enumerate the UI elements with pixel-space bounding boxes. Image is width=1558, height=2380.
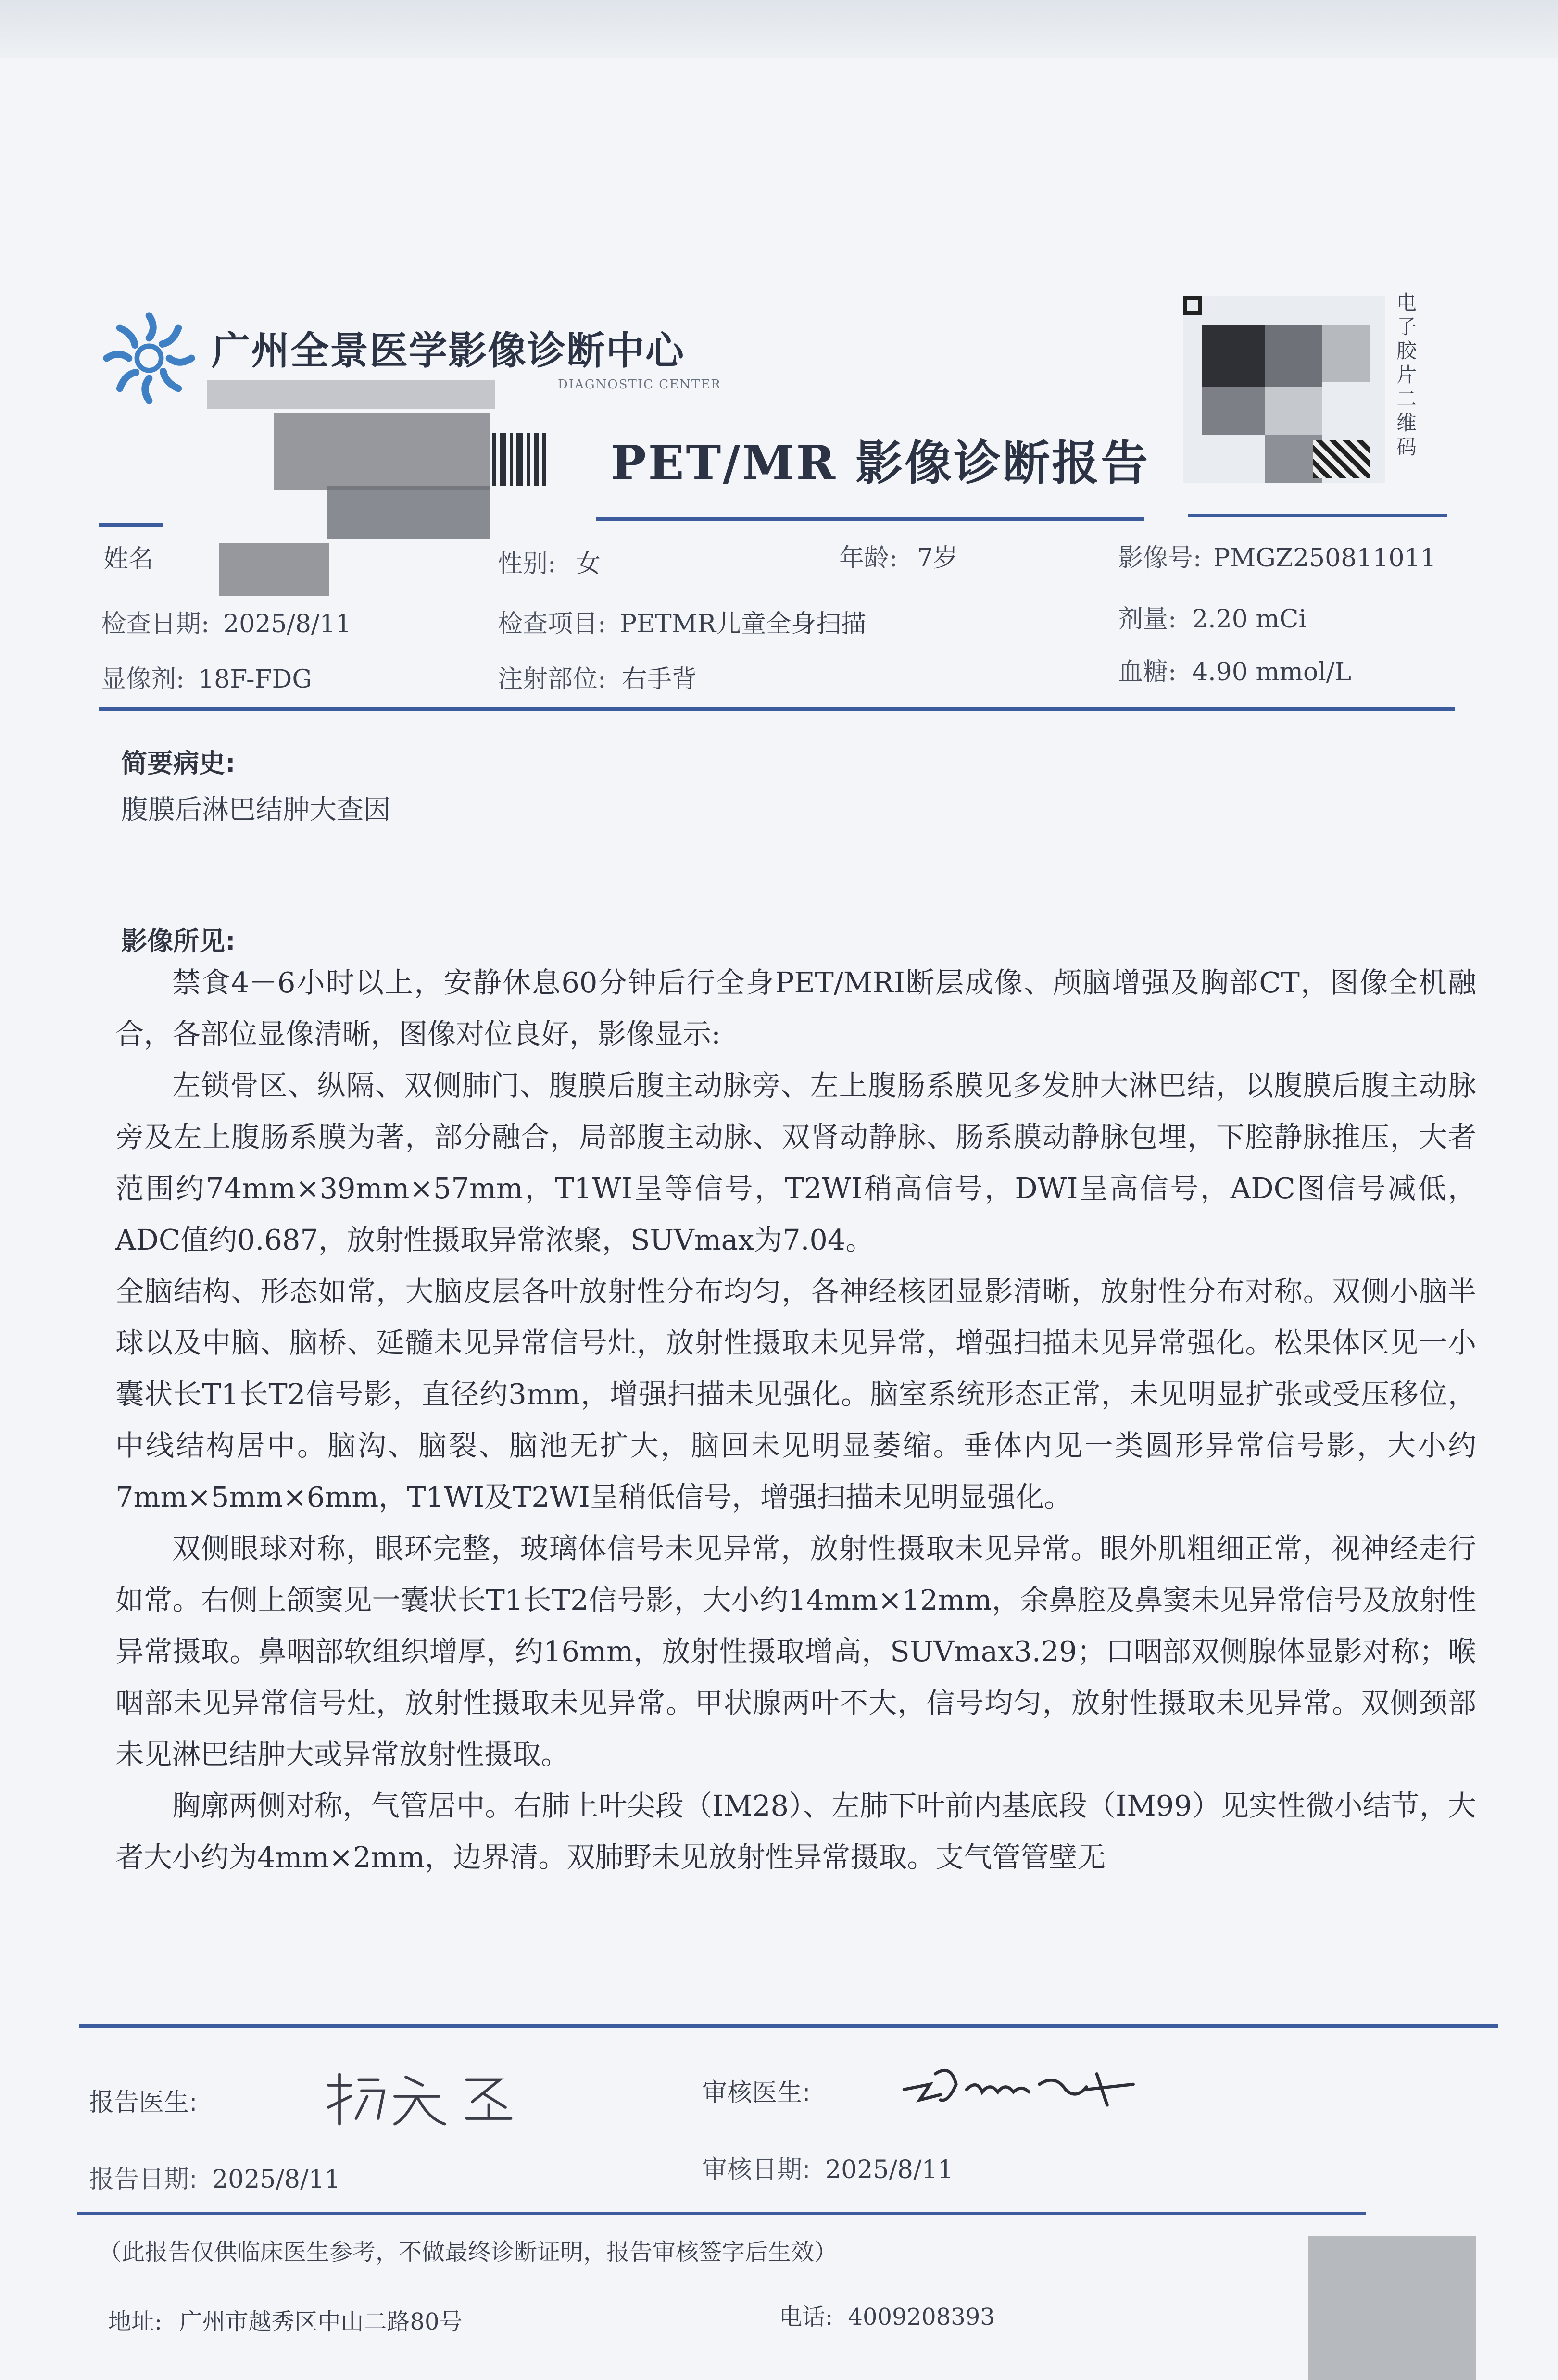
age-value: 7岁 [917,544,958,573]
review-doctor-label: 审核医生: [702,2079,811,2107]
injection-site-value: 右手背 [622,665,697,694]
findings-paragraph: 双侧眼球对称，眼环完整，玻璃体信号未见异常，放射性摄取未见异常。眼外肌粗细正常，视神经走行如常。右侧上颌窦见一囊状长T1长T2信号影，大小约14mm×12mm，余鼻腔及鼻窦未见异常信号及放射性异常摄取。鼻咽部软组织增厚，约16mm，放射性摄取增高，SUVmax3.29；口咽部双侧腺体显影对称；喉咽部未见异常信号灶，放射性摄取未见异常。甲状腺两叶不大，信号均匀，放射性摄取未见异常。双侧颈部未见淋巴结肿大或异常放射性摄取。 [115,1532,1476,1771]
patient-info-bottom-rule [99,707,1455,711]
review-date-value: 2025/8/11 [825,2155,954,2184]
patient-name-label: 姓名 [103,545,154,574]
paper-edge [0,0,1558,58]
report-doctor-signature [317,2063,539,2130]
redacted-qr-footer [1308,2236,1476,2380]
report-date-value: 2025/8/11 [212,2165,340,2194]
address-label: 地址: [108,2308,163,2335]
phone [779,2298,995,2331]
review-date-label: 审核日期: [702,2155,811,2184]
patient-age [839,538,958,574]
findings-paragraph: 禁食4－6小时以上，安静休息60分钟后行全身PET/MRI断层成像、颅脑增强及胸部CT，图像全机融合，各部位显像清晰，图像对位良好，影像显示: [115,966,1476,1051]
redacted-region [274,413,490,490]
center-logo-icon [99,308,200,409]
image-number-value: PMGZ250811011 [1213,544,1436,573]
address-value: 广州市越秀区中山二路80号 [179,2308,463,2335]
exam-date [101,603,352,639]
review-date [702,2149,954,2185]
footer-rule [77,2212,1366,2215]
report-date [89,2159,340,2195]
findings-paragraph: 胸廓两侧对称，气管居中。右肺上叶尖段（IM28）、左肺下叶前内基底段（IM99）见实性微小结节，大者大小约为4mm×2mm，边界清。双肺野未见放射性异常摄取。支气管管壁无 [115,1789,1476,1874]
report-date-label: 报告日期: [89,2165,198,2194]
blood-glucose-label: 血糖: [1118,658,1177,687]
exam-item [498,603,866,639]
phone-label: 电话: [779,2304,833,2330]
organization-name-english: DIAGNOSTIC CENTER [558,377,721,392]
header-rule-right [1188,514,1447,517]
report-title: PET/MR 影像诊断报告 [611,436,1150,491]
sex-label: 性别: [498,550,556,578]
address [108,2303,463,2336]
findings-paragraph: 全脑结构、形态如常，大脑皮层各叶放射性分布均匀，各神经核团显影清晰，放射性分布对称。双侧小脑半球以及中脑、脑桥、延髓未见异常信号灶，放射性摄取未见异常，增强扫描未见异常强化。松果体区见一小囊状长T1长T2信号影，直径约3mm，增强扫描未见强化。脑室系统形态正常，未见明显扩张或受压移位，中线结构居中。脑沟、脑裂、脑池无扩大，脑回未见明显萎缩。垂体内见一类圆形异常信号影，大小约7mm×5mm×6mm，T1WI及T2WI呈稍低信号，增强扫描未见明显强化。 [115,1275,1476,1514]
sex-value: 女 [576,550,601,578]
history-text: 腹膜后淋巴结肿大查因 [121,794,390,826]
review-doctor-signature [894,2053,1164,2116]
redacted-region [207,380,495,409]
dose [1118,599,1307,635]
dose-label: 剂量: [1118,605,1177,634]
injection-site [498,659,697,695]
injection-site-label: 注射部位: [498,665,606,694]
dose-value: 2.20 mCi [1192,605,1307,634]
age-label: 年龄: [839,544,898,573]
exam-item-label: 检查项目: [498,610,606,639]
image-number-label: 影像号: [1118,544,1202,573]
history-heading: 简要病史: [121,748,236,778]
exam-item-value: PETMR儿童全身扫描 [620,610,867,639]
image-number [1118,538,1436,574]
redacted-region [327,486,490,539]
disclaimer-note: （此报告仅供临床医生参考，不做最终诊断证明，报告审核签字后生效） [99,2239,838,2266]
qr-code-label: 电子胶片二维码 [1396,291,1417,459]
header-rule-short-left [99,523,163,527]
qr-code [1183,296,1385,483]
signoff-top-rule [79,2024,1498,2028]
patient-sex [498,543,601,579]
findings-body [115,957,1476,1883]
blood-glucose [1118,651,1351,688]
imaging-agent [101,659,312,695]
exam-date-value: 2025/8/11 [223,610,352,639]
organization-name: 广州全景医学影像诊断中心 [212,328,685,373]
blood-glucose-value: 4.90 mmol/L [1192,658,1351,687]
findings-heading: 影像所见: [121,926,236,956]
imaging-agent-label: 显像剂: [101,665,185,694]
header-rule-mid [596,517,1144,521]
findings-paragraph: 左锁骨区、纵隔、双侧肺门、腹膜后腹主动脉旁、左上腹肠系膜见多发肿大淋巴结，以腹膜后腹主动脉旁及左上腹肠系膜为著，部分融合，局部腹主动脉、双肾动静脉、肠系膜动静脉包埋，下腔静脉推压，大者范围约74mm×39mm×57mm，T1WI呈等信号，T2WI稍高信号，DWI呈高信号，ADC图信号减低，ADC值约0.687，放射性摄取异常浓聚，SUVmax为7.04。 [115,1069,1476,1256]
redacted-region [219,543,329,596]
exam-date-label: 检查日期: [101,610,210,639]
imaging-agent-value: 18F-FDG [198,665,312,694]
barcode-icon [490,433,548,486]
phone-value: 4009208393 [848,2304,995,2330]
report-doctor-label: 报告医生: [89,2088,198,2117]
